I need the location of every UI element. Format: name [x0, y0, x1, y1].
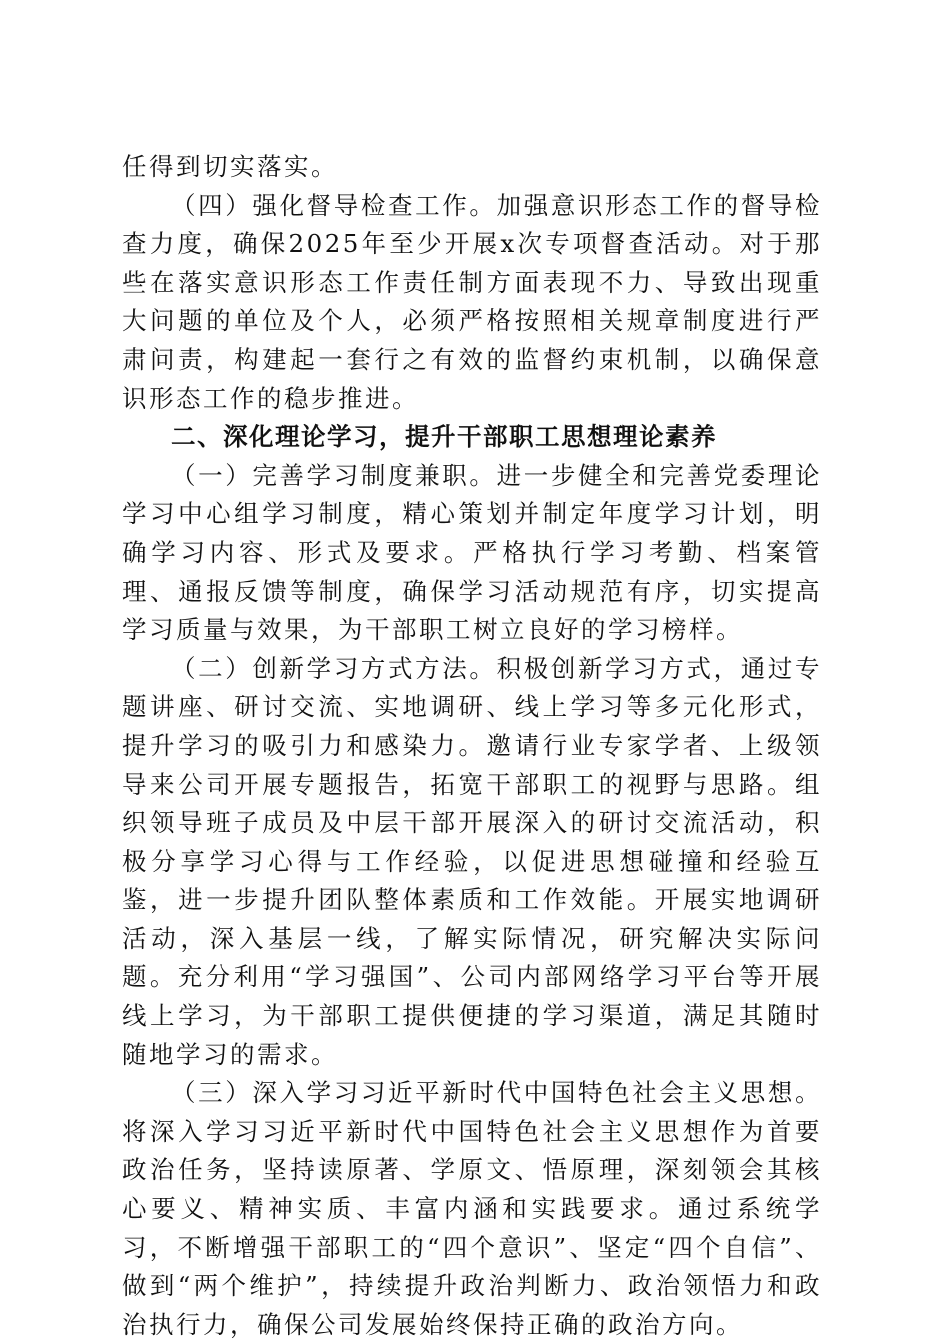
paragraph-supervision-inspection: （四）强化督导检查工作。加强意识形态工作的督导检查力度，确保2025年至少开展x次专项督查活动。对于那些在落实意识形态工作责任制方面表现不力、导致出现重大问题的单位及个人，必须严格按照相关规章制度进行严肃问责，构建起一套行之有效的监督约束机制，以确保意识形态工作的稳步推进。 [122, 190, 822, 413]
paragraph-study-methods: （二）创新学习方式方法。积极创新学习方式，通过专题讲座、研讨交流、实地调研、线上学习等多元化形式，提升学习的吸引力和感染力。邀请行业专家学者、上级领导来公司开展专题报告，拓宽干部职工的视野与思路。组织领导班子成员及中层干部开展深入的研讨交流活动，积极分享学习心得与工作经验，以促进思想碰撞和经验互鉴，进一步提升团队整体素质和工作效能。开展实地调研活动，深入基层一线，了解实际情况，研究解决实际问题。充分利用“学习强国”、公司内部网络学习平台等开展线上学习，为干部职工提供便捷的学习渠道，满足其随时随地学习的需求。 [122, 653, 822, 1069]
paragraph-study-system: （一）完善学习制度兼职。进一步健全和完善党委理论学习中心组学习制度，精心策划并制定年度学习计划，明确学习内容、形式及要求。严格执行学习考勤、档案管理、通报反馈等制度，确保学习活动规范有序，切实提高学习质量与效果，为干部职工树立良好的学习榜样。 [122, 460, 822, 645]
section-heading-theory-study: 二、深化理论学习，提升干部职工思想理论素养 [171, 422, 717, 452]
paragraph-continuation: 任得到切实落实。 [122, 152, 338, 181]
document-body [122, 148, 822, 1344]
paragraph-study-thought: （三）深入学习习近平新时代中国特色社会主义思想。将深入学习习近平新时代中国特色社会主义思想作为首要政治任务，坚持读原著、学原文、悟原理，深刻领会其核心要义、精神实质、丰富内涵和实践要求。通过系统学习，不断增强干部职工的“四个意识”、坚定“四个自信”、做到“两个维护”，持续提升政治判断力、政治领悟力和政治执行力，确保公司发展始终保持正确的政治方向。 [122, 1078, 822, 1339]
